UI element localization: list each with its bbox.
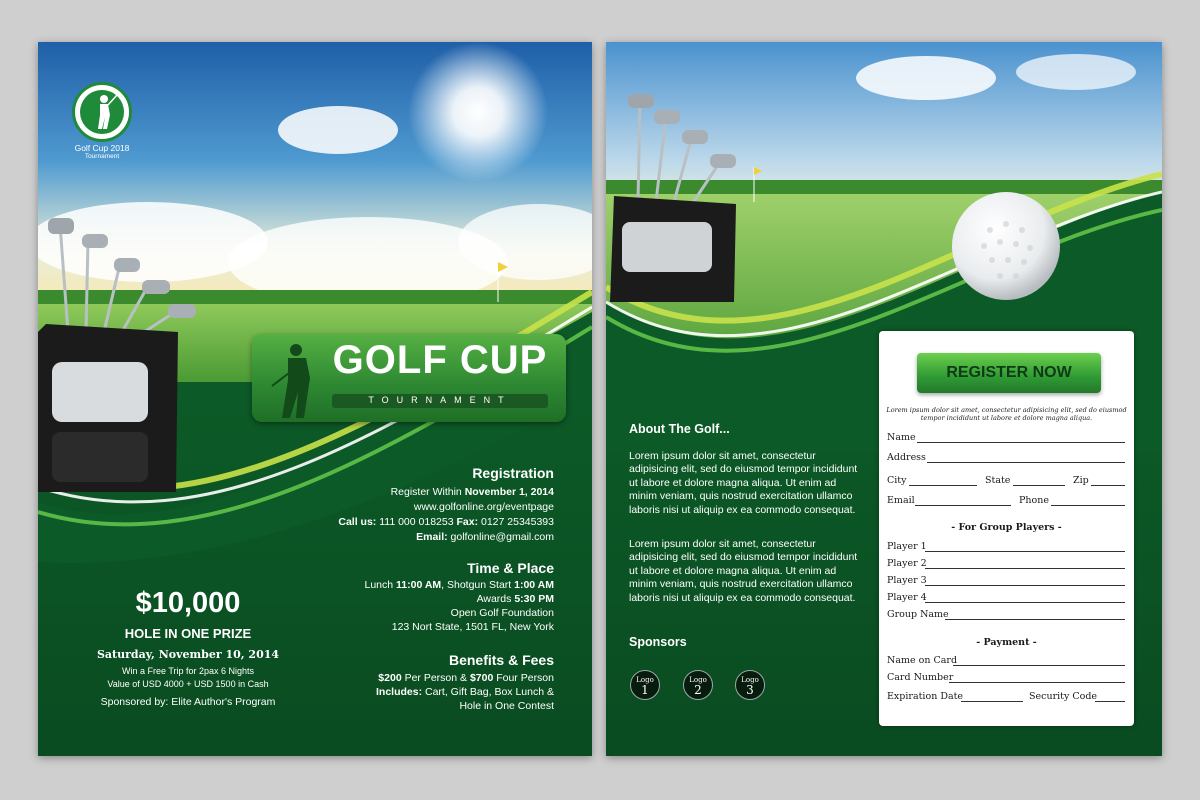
prize-amount: $10,000 — [135, 587, 241, 619]
prize-sponsor: Sponsored by: Elite Author's Program — [100, 696, 276, 708]
flyer-back-page — [606, 42, 1162, 756]
card-number-label: Card Number — [887, 672, 954, 683]
city-label: City — [887, 475, 907, 486]
registration-form — [879, 331, 1134, 726]
about-paragraph-1: Lorem ipsum dolor sit amet, consectetur adipisicing elit, sed do eiusmod tempor incididunt ut labore et dolore magna aliqua. Ut enim ad minim veniam, quis nostrud exercitation ullamco laboris nisi ut aliquip ex ea commodo consequat. — [629, 450, 858, 516]
payment-heading: - Payment - — [976, 637, 1037, 648]
player-3-label: Player 3 — [887, 575, 927, 586]
player-1-label: Player 1 — [887, 541, 927, 552]
golfer-silhouette-icon — [72, 82, 132, 142]
golfer-swing-icon — [260, 340, 328, 420]
group-players-heading: - For Group Players - — [951, 522, 1062, 533]
time-lunch-shotgun: Lunch 11:00 AM, Shotgun Start 1:00 AM — [364, 579, 554, 591]
registration-heading: Registration — [472, 465, 554, 481]
phone-field[interactable] — [1051, 505, 1125, 506]
prize-line-2: Value of USD 4000 + USD 1500 in Cash — [107, 679, 269, 689]
venue-address: 123 Nort State, 1501 FL, New York — [391, 621, 554, 633]
state-label: State — [985, 475, 1011, 486]
sponsor-logo-1: Logo 1 — [630, 670, 660, 700]
banner-subtitle: TOURNAMENT — [368, 395, 512, 405]
register-now-button[interactable] — [917, 353, 1101, 393]
security-code-field[interactable] — [1095, 701, 1125, 702]
logo-subtitle: Tournament — [84, 153, 120, 160]
name-field[interactable] — [917, 442, 1125, 443]
sponsor-logo-3: Logo 3 — [735, 670, 765, 700]
prize-title: HOLE IN ONE PRIZE — [124, 626, 252, 641]
sponsors-heading: Sponsors — [629, 635, 687, 649]
city-field[interactable] — [909, 485, 977, 486]
state-field[interactable] — [1013, 485, 1065, 486]
banner-title: GOLF CUP — [332, 338, 548, 382]
registration-deadline: Register Within November 1, 2014 — [390, 486, 554, 498]
form-intro-line-2: tempor incididunt ut labore et dolore magna aliqua. — [920, 414, 1093, 422]
register-now-label: REGISTER NOW — [946, 364, 1072, 381]
benefits-prices: $200 Per Person & $700 Four Person — [378, 672, 554, 684]
card-number-field[interactable] — [949, 682, 1125, 683]
player-4-field[interactable] — [925, 602, 1125, 603]
form-intro-line-1: Lorem ipsum dolor sit amet, consectetur adipisicing elit, sed do eiusmod — [886, 406, 1127, 414]
expiration-date-field[interactable] — [961, 701, 1023, 702]
group-name-label: Group Name — [887, 609, 949, 620]
phone-label: Phone — [1019, 495, 1049, 506]
golf-ball-image — [950, 190, 1062, 302]
venue-name: Open Golf Foundation — [450, 607, 554, 619]
time-place-heading: Time & Place — [467, 560, 554, 576]
address-label: Address — [887, 452, 926, 463]
player-4-label: Player 4 — [887, 592, 927, 603]
name-on-card-label: Name on Card — [887, 655, 958, 666]
golf-cup-banner — [252, 334, 566, 422]
email-label: Email — [887, 495, 915, 506]
player-1-field[interactable] — [925, 551, 1125, 552]
address-field[interactable] — [927, 462, 1125, 463]
about-heading: About The Golf... — [629, 422, 730, 436]
golf-bag-image-back — [610, 92, 750, 302]
security-code-label: Security Code — [1029, 691, 1098, 702]
name-on-card-field[interactable] — [953, 665, 1125, 666]
email-field[interactable] — [915, 505, 1011, 506]
player-2-field[interactable] — [925, 568, 1125, 569]
logo-title: Golf Cup 2018 — [74, 143, 130, 153]
player-2-label: Player 2 — [887, 558, 927, 569]
registration-phone-fax: Call us: 111 000 018253 Fax: 0127 25345393 — [338, 516, 554, 528]
player-3-field[interactable] — [925, 585, 1125, 586]
name-label: Name — [887, 432, 916, 443]
registration-email: Email: golfonline@gmail.com — [416, 531, 554, 543]
sponsor-logo-2: Logo 2 — [683, 670, 713, 700]
group-name-field[interactable] — [945, 619, 1125, 620]
prize-date: Saturday, November 10, 2014 — [96, 648, 280, 661]
flyer-front-page — [38, 42, 592, 756]
benefits-includes-line-2: Hole in One Contest — [459, 700, 554, 712]
benefits-includes: Includes: Cart, Gift Bag, Box Lunch & — [376, 686, 554, 698]
expiration-date-label: Expiration Date — [887, 691, 964, 702]
benefits-heading: Benefits & Fees — [448, 652, 554, 668]
zip-field[interactable] — [1091, 485, 1125, 486]
prize-line-1: Win a Free Trip for 2pax 6 Nights — [121, 666, 255, 676]
about-paragraph-2: Lorem ipsum dolor sit amet, consectetur adipisicing elit, sed do eiusmod tempor incididunt ut labore et dolore magna aliqua. Ut enim ad minim veniam, quis nostrud exercitation ullamco laboris nisi ut aliquip ex ea commodo consequat. — [629, 538, 858, 604]
golf-bag-image — [38, 212, 198, 502]
zip-label: Zip — [1073, 475, 1089, 486]
time-awards: Awards 5:30 PM — [476, 593, 554, 605]
registration-website: www.golfonline.org/eventpage — [413, 501, 554, 513]
